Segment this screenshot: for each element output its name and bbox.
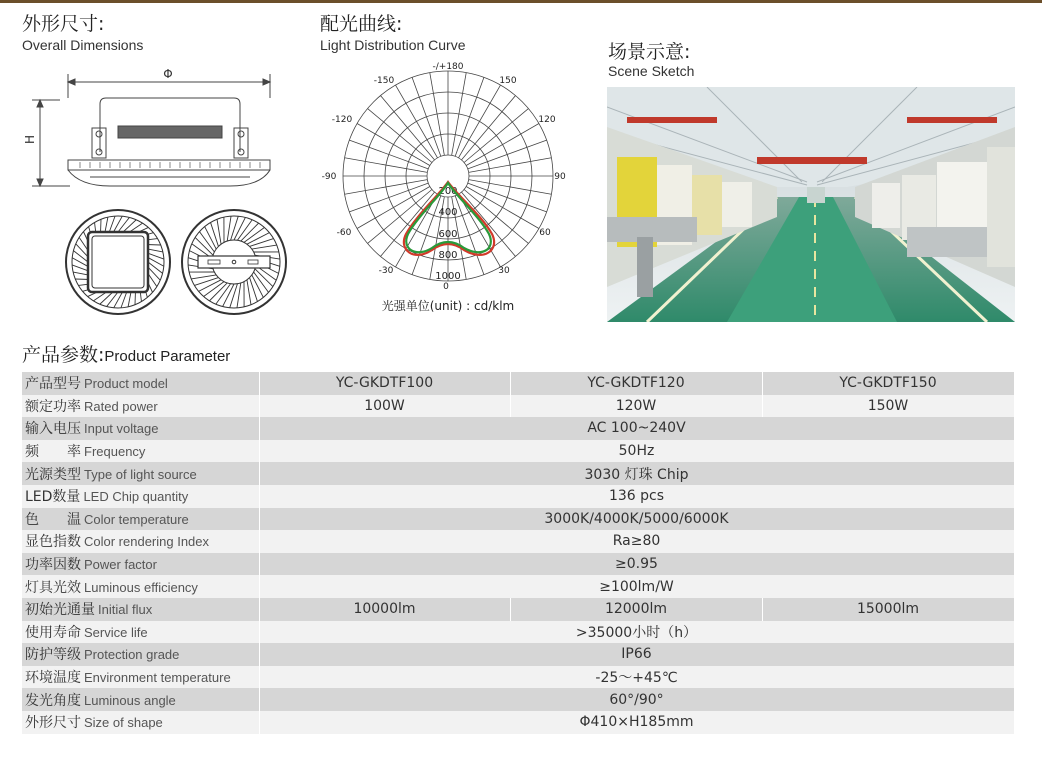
params-title: [22, 340, 230, 367]
heatsink-fin: [231, 216, 239, 240]
heatsink-fin: [252, 245, 277, 249]
heatsink-fin: [250, 278, 258, 302]
polar-spoke: [349, 183, 428, 212]
table-row: [22, 553, 1014, 576]
heatsink-fin: [114, 292, 123, 308]
scene-photo: [607, 87, 1015, 322]
angle-label-m30: -30: [378, 266, 394, 276]
param-label: [22, 440, 259, 463]
param-label-en: Power factor: [84, 557, 157, 573]
table-row: [22, 440, 1014, 463]
param-label-cn: 产品型号: [25, 376, 81, 393]
param-label: [22, 395, 259, 418]
heatsink-fin: [211, 222, 219, 246]
param-label-cn: 灯具光效: [25, 579, 81, 596]
heatsink-fin: [123, 220, 137, 233]
table-row: [22, 508, 1014, 531]
polar-spoke: [468, 140, 547, 169]
polar-chart: [318, 56, 578, 318]
param-label-en: Service life: [84, 624, 148, 640]
table-row: [22, 621, 1014, 644]
param-value: AC 100~240V: [259, 417, 1014, 440]
polar-spoke: [412, 77, 441, 156]
angle-label-0: 0: [443, 282, 449, 292]
polar-spoke: [430, 73, 445, 156]
param-value: 150W: [762, 395, 1014, 418]
radial-label-800: 800: [438, 250, 458, 261]
heatsink-fin: [194, 278, 218, 286]
heatsink-fin: [247, 280, 251, 305]
angle-label-m150: -150: [373, 76, 395, 86]
heatsink-fin: [148, 262, 163, 273]
polar-spoke: [455, 77, 484, 156]
heatsink-fin: [73, 251, 88, 262]
heatsink-fin: [191, 275, 216, 279]
top-rule: [0, 0, 1042, 3]
param-label-cn: 环境温度: [25, 670, 81, 687]
polar-spoke: [452, 73, 467, 156]
table-row: [22, 598, 1014, 621]
angle-label-180: -/+180: [432, 62, 464, 72]
heatsink-fin: [107, 292, 118, 307]
param-label: [22, 462, 259, 485]
heatsink-fin: [118, 217, 129, 232]
heatsink-fin: [230, 284, 238, 308]
heatsink-fin: [205, 227, 217, 249]
angle-label-90: 90: [554, 172, 566, 182]
table-row: [22, 711, 1014, 734]
param-value: 15000lm: [762, 598, 1014, 621]
radial-label-200: 200: [438, 186, 458, 197]
table-row: [22, 395, 1014, 418]
angle-label-150: 150: [499, 76, 517, 86]
param-value: Ra≥80: [259, 530, 1014, 553]
param-label-cn: 使用寿命: [25, 624, 81, 641]
heatsink-fin: [227, 216, 231, 241]
param-label: [22, 621, 259, 644]
param-label-cn: 光源类型: [25, 466, 81, 483]
curve-title: 配光曲线:: [320, 13, 403, 35]
heatsink-fin: [199, 280, 221, 292]
heatsink-fin: [247, 233, 269, 245]
param-label-en: Color rendering Index: [84, 534, 210, 550]
dimension-drawing: [20, 62, 300, 324]
parameter-table: [22, 372, 1015, 734]
table-row: [22, 575, 1014, 598]
param-value: ≥0.95: [259, 553, 1014, 576]
angle-label-m120: -120: [331, 115, 353, 125]
param-value: 100W: [259, 395, 510, 418]
heatsink-fin: [113, 216, 122, 232]
radial-label-1000: 1000: [435, 271, 461, 282]
param-value: YC-GKDTF150: [762, 372, 1014, 395]
heatsink-fin: [252, 275, 264, 297]
angle-label-60: 60: [539, 228, 551, 238]
table-row: [22, 666, 1014, 689]
table-row: [22, 485, 1014, 508]
param-label-cn: 外形尺寸: [25, 715, 81, 732]
param-label: [22, 598, 259, 621]
param-value: 3030 灯珠 Chip: [259, 462, 1014, 485]
polar-spoke: [469, 180, 552, 195]
param-value: >35000小时（h）: [259, 621, 1014, 644]
table-row: [22, 530, 1014, 553]
param-label: [22, 553, 259, 576]
heatsink-fin: [100, 292, 114, 305]
heatsink-fin: [148, 257, 164, 266]
param-label: [22, 417, 259, 440]
param-label-en: Product model: [84, 376, 168, 392]
angle-label-120: 120: [538, 115, 556, 125]
param-label: [22, 575, 259, 598]
param-value: IP66: [259, 643, 1014, 666]
param-label: [22, 643, 259, 666]
param-value: 120W: [510, 395, 762, 418]
heatsink-fin: [148, 267, 161, 281]
param-label: [22, 688, 259, 711]
param-label-en: Environment temperature: [84, 670, 231, 686]
param-value: 50Hz: [259, 440, 1014, 463]
heatsink-fin: [237, 283, 241, 308]
param-value: YC-GKDTF120: [510, 372, 762, 395]
table-row: [22, 643, 1014, 666]
param-value: -25～+45℃: [259, 666, 1014, 689]
param-value: Φ410×H185mm: [259, 711, 1014, 734]
param-label-en: Rated power: [84, 398, 158, 414]
table-row: [22, 372, 1014, 395]
angle-label-m60: -60: [336, 228, 352, 238]
curve-subtitle: Light Distribution Curve: [320, 37, 466, 53]
param-value: ≥100lm/W: [259, 575, 1014, 598]
param-value: 60°/90°: [259, 688, 1014, 711]
param-label-en: Input voltage: [84, 421, 159, 437]
param-label-en: Luminous angle: [84, 692, 176, 708]
param-label: [22, 508, 259, 531]
dimensions-title: 外形尺寸:: [22, 13, 105, 35]
param-label: [22, 530, 259, 553]
param-label-en: LED Chip quantity: [83, 489, 189, 505]
param-label-en: Size of shape: [84, 715, 163, 731]
param-value: 10000lm: [259, 598, 510, 621]
polar-spoke: [349, 140, 428, 169]
height-label: H: [23, 134, 37, 144]
param-label-cn: 初始光通量: [25, 602, 95, 619]
param-label-en: Color temperature: [84, 511, 189, 527]
param-label-en: Frequency: [84, 444, 146, 460]
param-value: 12000lm: [510, 598, 762, 621]
param-label-cn: 频 率: [25, 444, 81, 461]
param-label-cn: 防护等级: [25, 647, 81, 664]
scene-title: 场景示意:: [608, 41, 691, 63]
heatsink-fin: [72, 258, 88, 267]
param-label-en: Type of light source: [84, 466, 197, 482]
diameter-label: Φ: [163, 67, 173, 81]
param-label: [22, 372, 259, 395]
param-label-cn: 色 温: [25, 511, 81, 528]
param-label-cn: 输入电压: [25, 421, 81, 438]
param-value: YC-GKDTF100: [259, 372, 510, 395]
param-value: 136 pcs: [259, 485, 1014, 508]
param-label-en: Protection grade: [84, 647, 180, 663]
polar-spoke: [469, 158, 552, 173]
angle-label-m90: -90: [321, 172, 337, 182]
angle-label-30: 30: [498, 266, 510, 276]
polar-spoke: [345, 180, 428, 195]
param-label: [22, 666, 259, 689]
polar-spoke: [345, 158, 428, 173]
heatsink-fin: [217, 219, 221, 244]
table-row: [22, 417, 1014, 440]
param-label-en: Initial flux: [98, 602, 153, 618]
params-title-cn: 产品参数:: [22, 344, 105, 366]
radial-label-600: 600: [438, 229, 458, 240]
heatsink-fin: [250, 239, 274, 247]
param-label-en: Luminous efficiency: [84, 579, 198, 595]
params-title-en: Product Parameter: [104, 348, 231, 365]
param-label-cn: LED数量: [25, 489, 81, 506]
param-label-cn: 功率因数: [25, 557, 81, 574]
polar-spoke: [468, 183, 547, 212]
param-label: [22, 485, 259, 508]
param-label-cn: 额定功率: [25, 398, 81, 415]
dimensions-subtitle: Overall Dimensions: [22, 37, 144, 53]
param-label: [22, 711, 259, 734]
table-row: [22, 462, 1014, 485]
param-label-cn: 显色指数: [25, 534, 81, 551]
unit-label: 光强单位(unit) : cd/klm: [381, 299, 515, 313]
radial-label-400: 400: [438, 207, 458, 218]
param-value: 3000K/4000K/5000/6000K: [259, 508, 1014, 531]
param-label-cn: 发光角度: [25, 692, 81, 709]
scene-subtitle: Scene Sketch: [608, 63, 695, 79]
heatsink-fin: [76, 244, 89, 258]
table-row: [22, 688, 1014, 711]
